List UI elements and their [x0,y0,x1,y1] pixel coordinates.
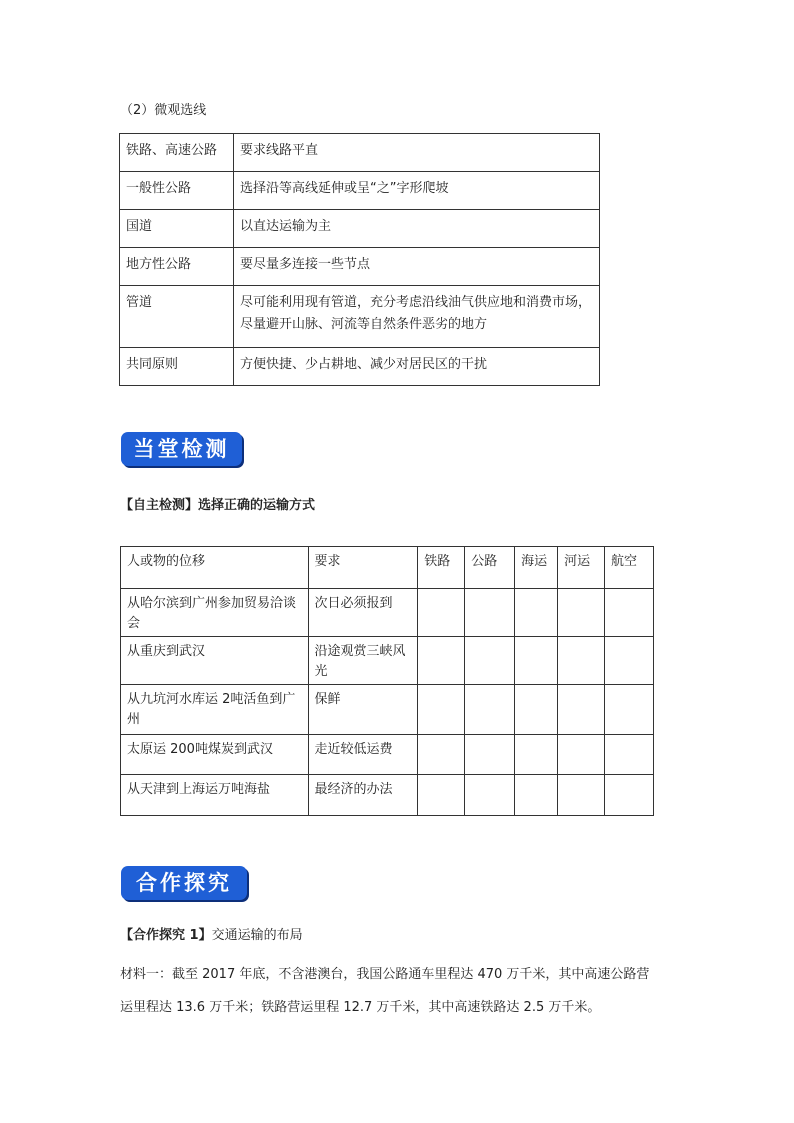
self-check-text: 选择正确的运输方式 [198,498,316,513]
answer-cell-highway[interactable] [465,735,515,775]
column-header: 海运 [515,547,558,589]
route-type: 地方性公路 [120,248,234,286]
answer-cell-river[interactable] [558,637,605,685]
answer-cell-sea[interactable] [515,775,558,816]
table-row [120,172,600,210]
column-header: 河运 [558,547,605,589]
requirement-cell: 次日必须报到 [308,589,418,637]
self-check-heading [120,494,315,513]
requirement-cell: 最经济的办法 [308,775,418,816]
answer-cell-air[interactable] [605,685,654,735]
requirement-cell: 走近较低运费 [308,735,418,775]
self-check-bracket: 【自主检测】 [120,498,199,513]
route-type: 铁路、高速公路 [120,134,234,172]
answer-cell-sea[interactable] [515,735,558,775]
requirement-cell: 沿途观赏三峡风光 [308,637,418,685]
answer-cell-railway[interactable] [418,775,465,816]
column-header: 要求 [308,547,418,589]
answer-cell-highway[interactable] [465,589,515,637]
movement-cell: 从九坑河水库运 2吨活鱼到广州 [121,685,309,735]
column-header: 铁路 [418,547,465,589]
route-requirement: 要求线路平直 [234,134,600,172]
answer-cell-river[interactable] [558,735,605,775]
answer-cell-railway[interactable] [418,589,465,637]
answer-cell-air[interactable] [605,637,654,685]
table-row [121,589,654,637]
micro-route-title: （2）微观选线 [120,103,207,118]
answer-cell-railway[interactable] [418,735,465,775]
movement-cell: 从天津到上海运万吨海盐 [121,775,309,816]
answer-cell-railway[interactable] [418,685,465,735]
route-requirement: 要尽量多连接一些节点 [234,248,600,286]
section-banner-in-class-test: 当堂检测 [121,432,242,466]
table-row [120,134,600,172]
table-header-row [121,547,654,589]
answer-cell-sea[interactable] [515,685,558,735]
route-requirement: 方便快捷、少占耕地、减少对居民区的干扰 [234,348,600,386]
table-row [120,248,600,286]
answer-cell-river[interactable] [558,685,605,735]
route-requirement: 以直达运输为主 [234,210,600,248]
table-row [121,735,654,775]
column-header: 公路 [465,547,515,589]
answer-cell-air[interactable] [605,735,654,775]
table-row [120,348,600,386]
route-requirement: 尽可能利用现有管道，充分考虑沿线油气供应地和消费市场，尽量避开山脉、河流等自然条件恶劣的地方 [234,286,600,348]
table-row [120,210,600,248]
coop-inquiry-text: 交通运输的布局 [211,928,303,943]
answer-cell-air[interactable] [605,589,654,637]
table-row [121,775,654,816]
column-header: 人或物的位移 [121,547,309,589]
transport-choice-table [120,546,654,816]
movement-cell: 从哈尔滨到广州参加贸易洽谈会 [121,589,309,637]
section-banner-cooperative-inquiry: 合作探究 [121,866,247,900]
requirement-cell: 保鲜 [308,685,418,735]
column-header: 航空 [605,547,654,589]
route-type: 一般性公路 [120,172,234,210]
table-row [121,637,654,685]
table-row [120,286,600,348]
answer-cell-river[interactable] [558,775,605,816]
answer-cell-sea[interactable] [515,589,558,637]
answer-cell-sea[interactable] [515,637,558,685]
movement-cell: 从重庆到武汉 [121,637,309,685]
answer-cell-river[interactable] [558,589,605,637]
table-row [121,685,654,735]
material-one-paragraph: 材料一：截至 2017 年底，不含港澳台，我国公路通车里程达 470 万千米，其中高速公路营运里程达 13.6 万千米；铁路营运里程 12.7 万千米，其中高速铁路达 2.5 万千米。 [120,967,650,1015]
answer-cell-highway[interactable] [465,775,515,816]
route-type: 国道 [120,210,234,248]
route-type: 共同原则 [120,348,234,386]
coop-inquiry-bracket: 【合作探究 1】 [120,928,212,943]
answer-cell-highway[interactable] [465,685,515,735]
answer-cell-air[interactable] [605,775,654,816]
answer-cell-railway[interactable] [418,637,465,685]
route-type: 管道 [120,286,234,348]
answer-cell-highway[interactable] [465,637,515,685]
coop-inquiry-heading [120,924,303,943]
micro-route-table [119,133,600,386]
route-requirement: 选择沿等高线延伸或呈“之”字形爬坡 [234,172,600,210]
movement-cell: 太原运 200吨煤炭到武汉 [121,735,309,775]
